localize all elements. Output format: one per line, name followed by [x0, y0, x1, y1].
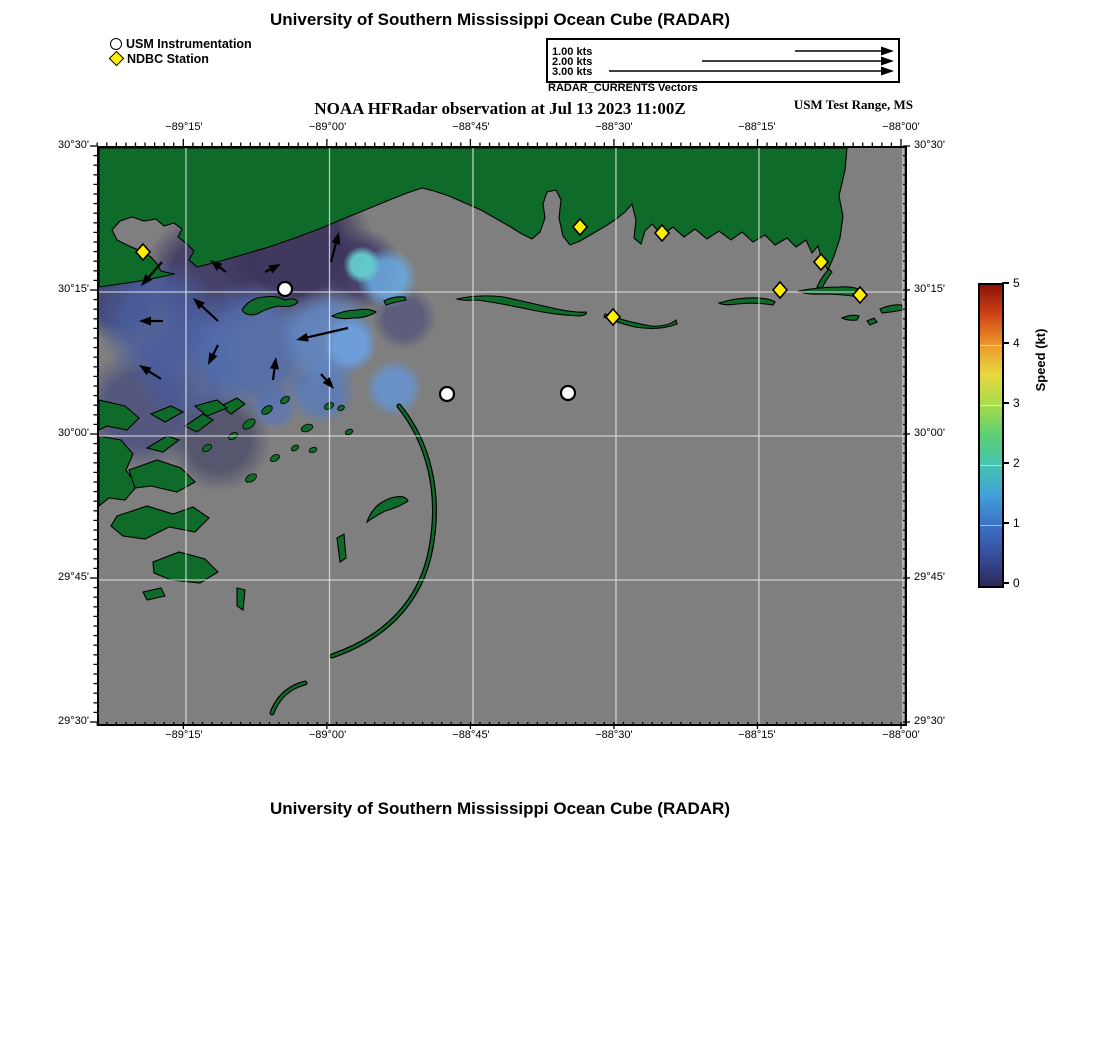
lon-tick-label-top: −88°15': [738, 121, 776, 133]
colorbar-tick-label: 1: [1013, 516, 1020, 530]
lon-tick-label-top: −88°45': [452, 121, 490, 133]
ndbc-diamond-marker-icon: [109, 51, 125, 67]
colorbar-tick-label: 4: [1013, 336, 1020, 350]
legend-label-ndbc: NDBC Station: [127, 51, 209, 66]
lon-tick-label-top: −88°00': [882, 121, 920, 133]
colorbar-tick-label: 3: [1013, 396, 1020, 410]
colorbar-tick-label: 5: [1013, 276, 1020, 290]
scale-row-label: 1.00 kts: [552, 46, 593, 58]
lon-tick-label-top: −89°00': [308, 121, 347, 133]
lon-tick-label-bottom: −88°15': [738, 729, 776, 741]
lat-tick-label-left: 29°30': [58, 715, 89, 727]
colorbar-title: Speed (kt): [1033, 328, 1048, 392]
colorbar-tick: [1002, 522, 1009, 524]
colorbar-tick: [1002, 402, 1009, 404]
colorbar-gridline: [980, 465, 1002, 466]
colorbar-tick-label: 2: [1013, 456, 1020, 470]
axis-ticks: [85, 134, 915, 734]
colorbar-tick-label: 0: [1013, 576, 1020, 590]
colorbar-tick: [1002, 462, 1009, 464]
map-legend: [110, 36, 252, 66]
legend-label-usm: USM Instrumentation: [126, 36, 252, 51]
usm-circle-marker-icon: [110, 38, 122, 50]
vector-scale-box: [546, 38, 900, 83]
lat-tick-label-right: 29°45': [914, 571, 945, 583]
lon-tick-label-bottom: −88°45': [452, 729, 490, 741]
colorbar-tick: [1002, 582, 1009, 584]
lat-tick-label-left: 30°15': [58, 283, 89, 295]
colorbar-tick: [1002, 282, 1009, 284]
colorbar-gridline: [980, 525, 1002, 526]
scale-arrow-head-icon: [881, 47, 894, 56]
lon-tick-label-bottom: −89°15': [165, 729, 203, 741]
legend-row-ndbc: [110, 51, 252, 66]
colorbar-gridline: [980, 345, 1002, 346]
scale-row-label: 2.00 kts: [552, 56, 593, 68]
lat-tick-label-right: 30°15': [914, 283, 945, 295]
legend-row-usm: [110, 36, 252, 51]
scale-arrow-head-icon: [881, 67, 894, 76]
lat-tick-label-right: 29°30': [914, 715, 945, 727]
scale-arrow-head-icon: [881, 57, 894, 66]
page-title: University of Southern Mississippi Ocean Cube (RADAR): [269, 10, 730, 29]
lat-tick-label-left: 30°30': [58, 139, 89, 151]
observation-subtitle: NOAA HFRadar observation at Jul 13 2023 11:00Z: [314, 99, 686, 118]
lat-tick-label-left: 29°45': [58, 571, 89, 583]
vector-scale-arrows: [548, 40, 894, 77]
range-label: USM Test Range, MS: [793, 97, 913, 112]
lat-tick-label-left: 30°00': [58, 427, 89, 439]
lon-tick-label-top: −89°15': [165, 121, 203, 133]
lon-tick-label-bottom: −88°30': [595, 729, 633, 741]
colorbar-gradient: [980, 285, 1002, 586]
scale-row-label: 3.00 kts: [552, 66, 593, 77]
colorbar-tick: [1002, 342, 1009, 344]
colorbar-gridline: [980, 405, 1002, 406]
lat-tick-label-right: 30°30': [914, 139, 945, 151]
lon-tick-label-top: −88°30': [595, 121, 633, 133]
bottom-page-title: University of Southern Mississippi Ocean Cube (RADAR): [269, 799, 730, 818]
lon-tick-label-bottom: −88°00': [882, 729, 920, 741]
colorbar: [978, 283, 1004, 588]
lat-tick-label-right: 30°00': [914, 427, 945, 439]
lon-tick-label-bottom: −89°00': [308, 729, 347, 741]
vector-scale-caption: RADAR_CURRENTS Vectors: [548, 82, 698, 94]
